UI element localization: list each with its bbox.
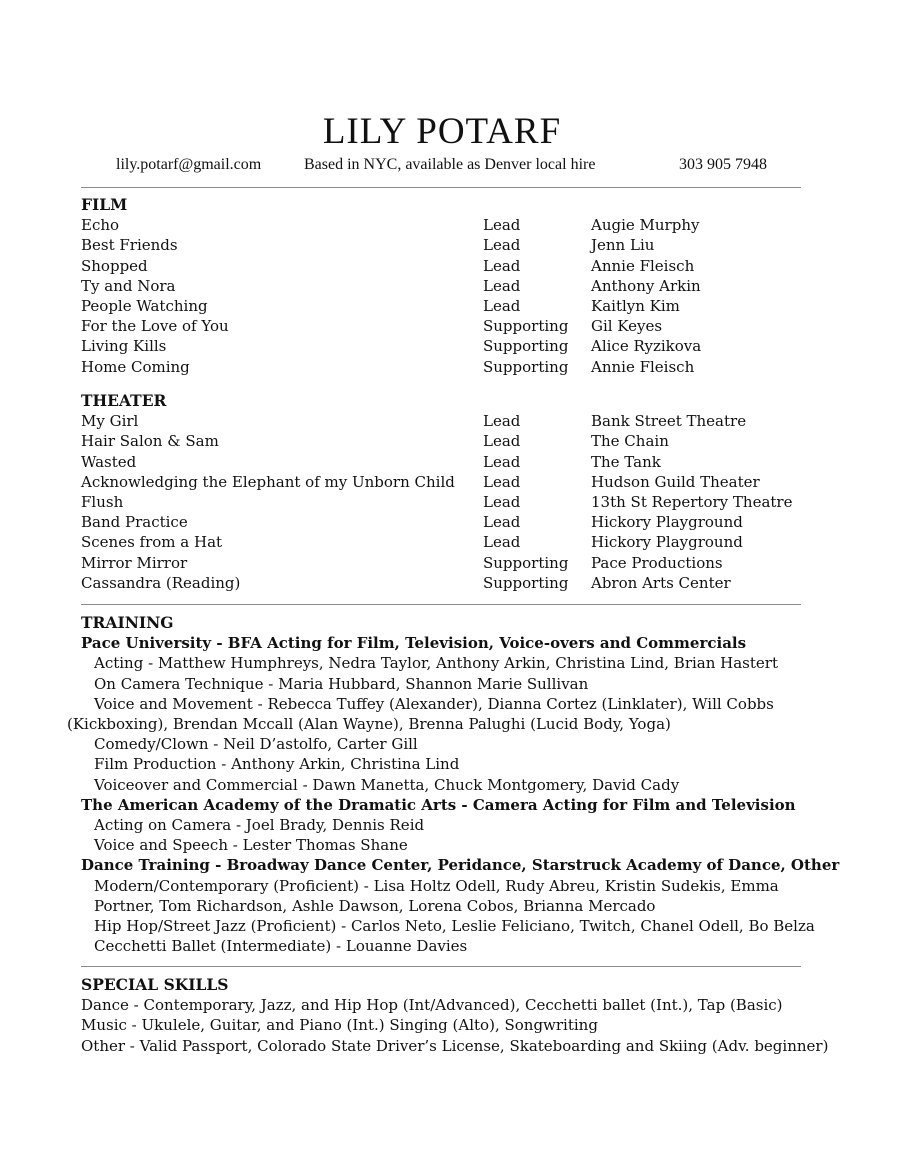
- credit-title: Mirror Mirror: [81, 553, 188, 572]
- credit-director: Anthony Arkin: [591, 276, 701, 295]
- divider: [81, 604, 801, 605]
- credit-director: 13th St Repertory Theatre: [591, 492, 793, 511]
- credit-row: [81, 296, 801, 316]
- section-heading: FILM: [81, 195, 128, 214]
- credit-director: The Chain: [591, 432, 669, 451]
- credit-role: Lead: [483, 513, 521, 532]
- credit-row: [81, 215, 801, 235]
- credit-director: Alice Ryzikova: [591, 337, 702, 356]
- skills-section: [81, 975, 829, 1056]
- credit-title: People Watching: [81, 296, 208, 315]
- credit-row: [81, 235, 801, 255]
- credit-title: Home Coming: [81, 357, 190, 376]
- credit-row: [81, 316, 801, 336]
- credit-director: Annie Fleisch: [591, 256, 695, 275]
- training-line: Voice and Movement - Rebecca Tuffey (Alexander), Dianna Cortez (Linklater), Will Cobbs: [94, 694, 774, 713]
- training-line: Film Production - Anthony Arkin, Christina Lind: [94, 755, 460, 774]
- credit-role: Lead: [483, 216, 521, 235]
- training-line: Voice and Speech - Lester Thomas Shane: [94, 836, 408, 855]
- credit-role: Lead: [483, 533, 521, 552]
- training-line: Cecchetti Ballet (Intermediate) - Louanne Davies: [94, 937, 468, 956]
- credit-row: [81, 256, 801, 276]
- credit-title: Wasted: [81, 452, 137, 471]
- credit-row: [81, 411, 801, 431]
- training-line: Hip Hop/Street Jazz (Proficient) - Carlos Neto, Leslie Feliciano, Twitch, Chanel Odell, Bo Belza: [94, 917, 815, 936]
- film-section: [81, 195, 801, 377]
- email-text: lily.potarf@gmail.com: [116, 156, 262, 173]
- credit-row: [81, 573, 801, 593]
- credit-title: Band Practice: [81, 513, 188, 532]
- credit-title: Cassandra (Reading): [81, 573, 241, 592]
- credit-title: Flush: [81, 492, 124, 511]
- credit-role: Supporting: [483, 317, 569, 336]
- credit-director: Gil Keyes: [591, 317, 663, 336]
- credit-role: Lead: [483, 256, 521, 275]
- credit-director: Hickory Playground: [591, 533, 743, 552]
- credit-role: Lead: [483, 452, 521, 471]
- credit-role: Lead: [483, 296, 521, 315]
- phone-text: 303 905 7948: [679, 156, 767, 173]
- divider: [81, 187, 801, 188]
- training-line: Modern/Contemporary (Proficient) - Lisa Holtz Odell, Rudy Abreu, Kristin Sudekis, Emma: [94, 876, 779, 895]
- training-section: [67, 613, 840, 956]
- credit-title: Hair Salon & Sam: [81, 432, 219, 451]
- credit-director: Hickory Playground: [591, 513, 743, 532]
- credit-role: Lead: [483, 412, 521, 431]
- skill-line: Other - Valid Passport, Colorado State Driver’s License, Skateboarding and Skiing (Adv. beginner): [81, 1036, 829, 1055]
- credit-director: Annie Fleisch: [591, 357, 695, 376]
- credit-director: Hudson Guild Theater: [591, 472, 760, 491]
- credit-director: Augie Murphy: [591, 216, 700, 235]
- credit-title: Echo: [81, 216, 120, 235]
- training-line: Acting - Matthew Humphreys, Nedra Taylor, Anthony Arkin, Christina Lind, Brian Hastert: [94, 654, 778, 673]
- credit-title: My Girl: [81, 412, 139, 431]
- section-heading: SPECIAL SKILLS: [81, 975, 229, 994]
- location-text: Based in NYC, available as Denver local hire: [304, 156, 596, 173]
- credit-role: Supporting: [483, 337, 569, 356]
- training-line: (Kickboxing), Brendan Mccall (Alan Wayne), Brenna Palughi (Lucid Body, Yoga): [67, 715, 671, 734]
- credit-row: [81, 431, 801, 451]
- page-title: LILY POTARF: [322, 111, 562, 152]
- credit-row: [81, 276, 801, 296]
- credit-director: Kaitlyn Kim: [591, 296, 680, 315]
- credit-title: Best Friends: [81, 236, 178, 255]
- training-line: Voiceover and Commercial - Dawn Manetta, Chuck Montgomery, David Cady: [94, 775, 680, 794]
- theater-section: [81, 391, 801, 593]
- credit-title: For the Love of You: [81, 317, 229, 336]
- credit-role: Lead: [483, 492, 521, 511]
- credit-title: Acknowledging the Elephant of my Unborn Child: [81, 472, 455, 491]
- credit-role: Lead: [483, 472, 521, 491]
- credit-row: [81, 512, 801, 532]
- training-line: Portner, Tom Richardson, Ashle Dawson, Lorena Cobos, Brianna Mercado: [94, 896, 656, 915]
- credit-row: [81, 452, 801, 472]
- credit-title: Scenes from a Hat: [81, 533, 223, 552]
- training-line: On Camera Technique - Maria Hubbard, Shannon Marie Sullivan: [94, 674, 589, 693]
- credit-director: Jenn Liu: [591, 236, 655, 255]
- credit-row: [81, 553, 801, 573]
- skill-line: Dance - Contemporary, Jazz, and Hip Hop (Int/Advanced), Cecchetti ballet (Int.), Tap (Basic): [81, 996, 783, 1015]
- credit-role: Supporting: [483, 553, 569, 572]
- credit-row: [81, 357, 801, 377]
- training-school: The American Academy of the Dramatic Arts - Camera Acting for Film and Television: [81, 795, 796, 814]
- credit-role: Lead: [483, 432, 521, 451]
- credit-row: [81, 532, 801, 552]
- credit-row: [81, 336, 801, 356]
- credit-title: Living Kills: [81, 337, 167, 356]
- credit-role: Supporting: [483, 573, 569, 592]
- credit-director: Abron Arts Center: [591, 573, 731, 592]
- credit-role: Lead: [483, 276, 521, 295]
- training-line: Comedy/Clown - Neil D’astolfo, Carter Gill: [94, 735, 418, 754]
- credit-role: Supporting: [483, 357, 569, 376]
- divider: [81, 966, 801, 967]
- training-school: Dance Training - Broadway Dance Center, Peridance, Starstruck Academy of Dance, Other: [81, 856, 840, 875]
- credit-row: [81, 492, 801, 512]
- section-heading: TRAINING: [81, 613, 174, 632]
- section-heading: THEATER: [81, 391, 167, 410]
- credit-director: Pace Productions: [591, 553, 723, 572]
- credit-title: Ty and Nora: [81, 276, 176, 295]
- credit-director: The Tank: [591, 452, 661, 471]
- credit-role: Lead: [483, 236, 521, 255]
- skill-line: Music - Ukulele, Guitar, and Piano (Int.) Singing (Alto), Songwriting: [81, 1016, 598, 1035]
- credit-title: Shopped: [81, 256, 148, 275]
- credit-director: Bank Street Theatre: [591, 412, 747, 431]
- training-school: Pace University - BFA Acting for Film, Television, Voice-overs and Commercials: [81, 634, 747, 653]
- credit-row: [81, 472, 801, 492]
- training-line: Acting on Camera - Joel Brady, Dennis Reid: [94, 816, 425, 835]
